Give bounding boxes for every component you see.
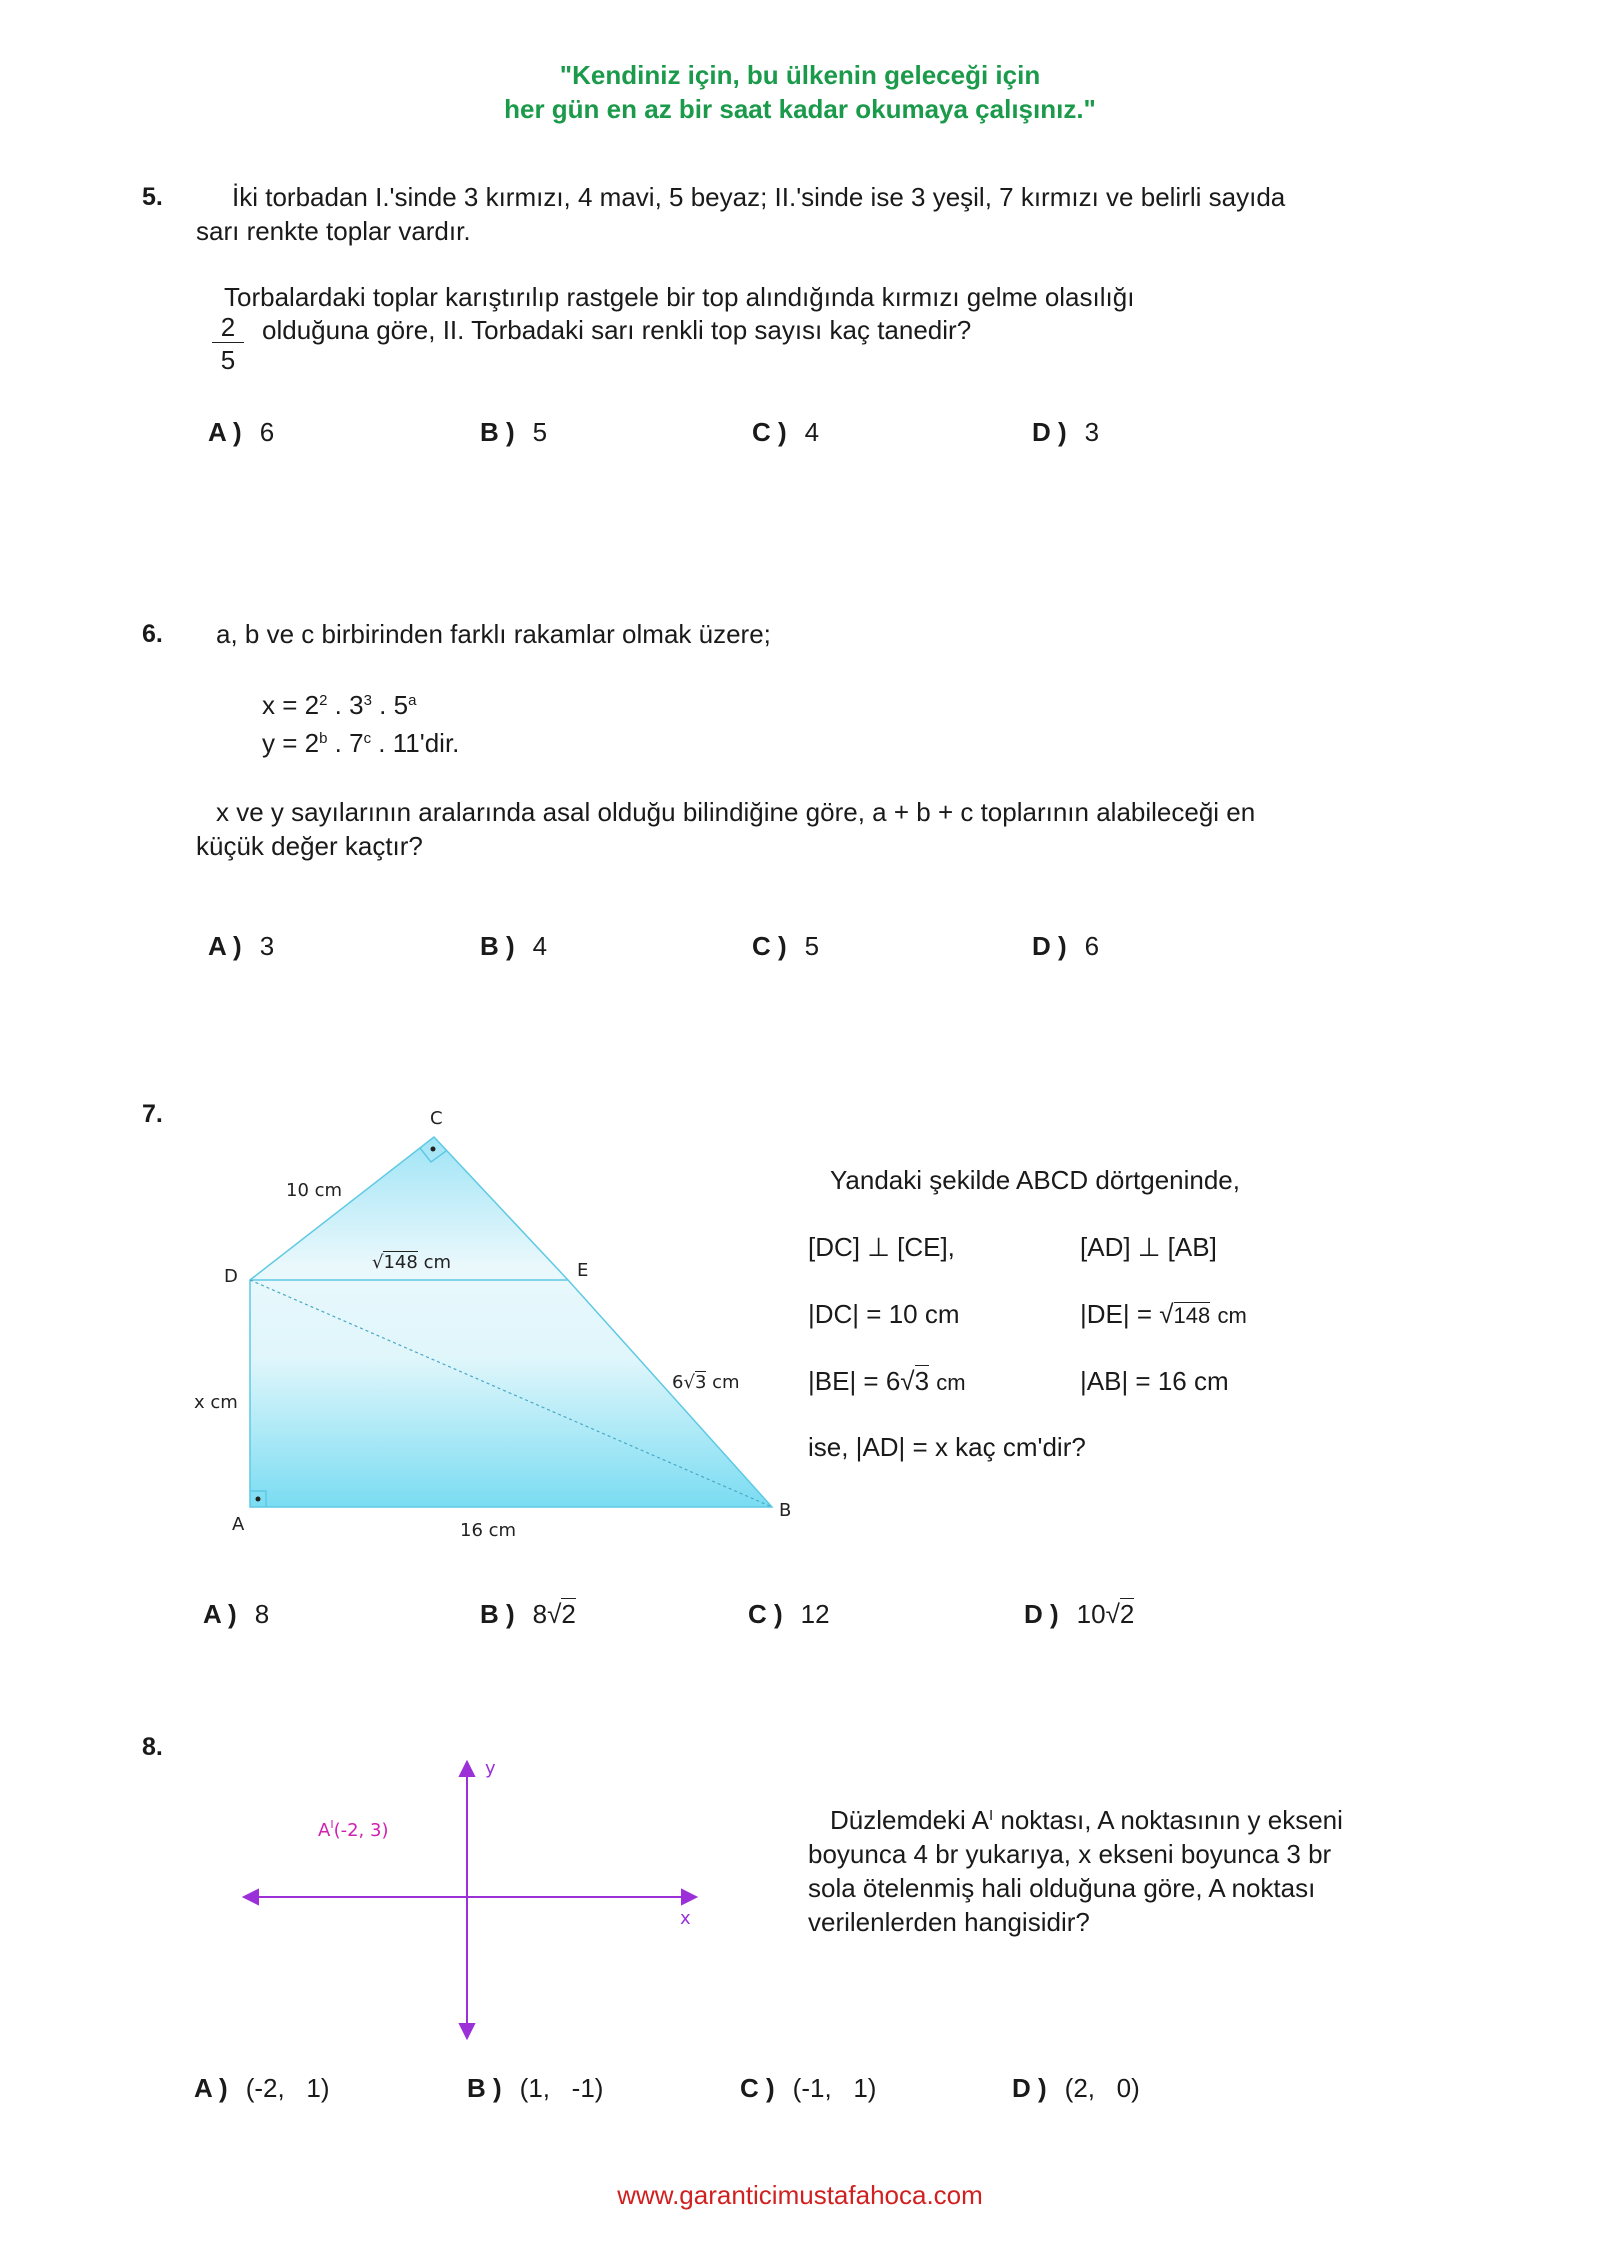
question-6-text-1: a, b ve c birbirinden farklı rakamlar olmak üzere; xyxy=(216,619,771,649)
question-5-text-2: sarı renkte toplar vardır. xyxy=(196,216,471,246)
question-7-condition-5: |BE| = 6√3 cm xyxy=(808,1366,966,1396)
question-5-option-b[interactable]: B ) 5 xyxy=(480,417,548,447)
question-5-option-a[interactable]: A ) 6 xyxy=(208,417,275,447)
question-7-option-c[interactable]: C ) 12 xyxy=(748,1599,830,1629)
question-7-number: 7. xyxy=(142,1100,163,1128)
question-8-text-1: Düzlemdeki $A^I$ noktası, A noktasının y ekseni xyxy=(830,1805,1343,1835)
side-dc-label: 10 cm xyxy=(286,1180,343,1201)
x-axis-left-arrow xyxy=(244,1890,258,1904)
side-ab-label: 16 cm xyxy=(460,1520,517,1541)
side-de-label: √148 cm xyxy=(372,1252,452,1273)
question-5-text-1: İki torbadan I.'sinde 3 kırmızı, 4 mavi, 5 beyaz; II.'sinde ise 3 yeşil, 7 kırmızı ve belirli sayıda xyxy=(232,182,1286,212)
y-axis-label: y xyxy=(485,1758,496,1779)
question-7-condition-1: [DC] ⊥ [CE], xyxy=(808,1232,955,1262)
question-5-option-c[interactable]: C ) 4 xyxy=(752,417,820,447)
y-axis-down-arrow xyxy=(460,2024,474,2038)
vertex-b-label: B xyxy=(779,1500,792,1521)
question-7-option-b[interactable]: B ) 8√2 xyxy=(480,1599,576,1629)
header-quote-line-1: "Kendiniz için, bu ülkenin geleceği için xyxy=(559,60,1041,90)
y-axis-up-arrow xyxy=(460,1762,474,1776)
question-6-option-c[interactable]: C ) 5 xyxy=(752,931,820,961)
footer-website-link[interactable]: www.garanticimustafahoca.com xyxy=(617,2180,983,2210)
question-8-option-d[interactable]: D ) (2, 0) xyxy=(1012,2073,1140,2103)
question-6-option-a[interactable]: A ) 3 xyxy=(208,931,275,961)
x-axis-right-arrow xyxy=(682,1890,696,1904)
question-8-text-4: verilenlerden hangisidir? xyxy=(808,1907,1090,1937)
question-7-text-2: ise, |AD| = x kaç cm'dir? xyxy=(808,1432,1086,1462)
question-6-option-b[interactable]: B ) 4 xyxy=(480,931,548,961)
question-7-condition-2: [AD] ⊥ [AB] xyxy=(1080,1232,1217,1262)
question-6-option-d[interactable]: D ) 6 xyxy=(1032,931,1100,961)
question-7-text-1: Yandaki şekilde ABCD dörtgeninde, xyxy=(830,1165,1240,1195)
question-6-text-3: küçük değer kaçtır? xyxy=(196,831,423,861)
question-5-number: 5. xyxy=(142,183,163,211)
fraction-numerator: 2 xyxy=(212,312,244,343)
question-7-option-a[interactable]: A ) 8 xyxy=(203,1599,270,1629)
vertex-e-label: E xyxy=(577,1260,589,1281)
question-8-number: 8. xyxy=(142,1733,163,1761)
vertex-d-label: D xyxy=(224,1266,238,1287)
question-5-text-3: Torbalardaki toplar karıştırılıp rastgele bir top alındığında kırmızı gelme olasılığı xyxy=(224,282,1135,312)
question-8-option-a[interactable]: A ) (-2, 1) xyxy=(194,2073,330,2103)
vertex-a-label: A xyxy=(232,1514,245,1535)
question-5-text-4: olduğuna göre, II. Torbadaki sarı renkli top sayısı kaç tanedir? xyxy=(262,315,972,345)
question-6-equation-y: $y = 2^b$ . 7$^c$ . 11'dir. xyxy=(262,728,460,758)
question-6-text-2: x ve y sayılarının aralarında asal olduğu bilindiğine göre, a + b + c toplarının alabileceği en xyxy=(216,797,1256,827)
fraction-denominator: 5 xyxy=(220,345,236,375)
vertex-c-label: C xyxy=(430,1108,443,1129)
question-5-option-d[interactable]: D ) 3 xyxy=(1032,417,1100,447)
question-7-condition-4: |DE| = √148 cm xyxy=(1080,1299,1247,1329)
question-7-condition-3: |DC| = 10 cm xyxy=(808,1299,960,1329)
question-8-option-c[interactable]: C ) (-1, 1) xyxy=(740,2073,877,2103)
header-quote-line-2: her gün en az bir saat kadar okumaya çalışınız." xyxy=(504,94,1096,124)
question-7-condition-6: |AB| = 16 cm xyxy=(1080,1366,1229,1396)
question-6-number: 6. xyxy=(142,620,163,648)
x-axis-label: x xyxy=(680,1908,691,1929)
question-8-option-b[interactable]: B ) (1, -1) xyxy=(467,2073,604,2103)
question-8-text-2: boyunca 4 br yukarıya, x ekseni boyunca 3 br xyxy=(808,1839,1332,1869)
question-7-option-d[interactable]: D ) 10√2 xyxy=(1024,1599,1135,1629)
question-6-equation-x: $x = 2^2$ . $3^3$ . 5$^a$ xyxy=(262,690,417,720)
side-ad-label: x cm xyxy=(194,1392,238,1413)
point-a-prime-label: $A^I(-2$, 3) xyxy=(318,1818,389,1841)
side-be-label: 6√3 cm xyxy=(672,1372,740,1393)
question-8-text-3: sola ötelenmiş hali olduğuna göre, A noktası xyxy=(808,1873,1316,1903)
